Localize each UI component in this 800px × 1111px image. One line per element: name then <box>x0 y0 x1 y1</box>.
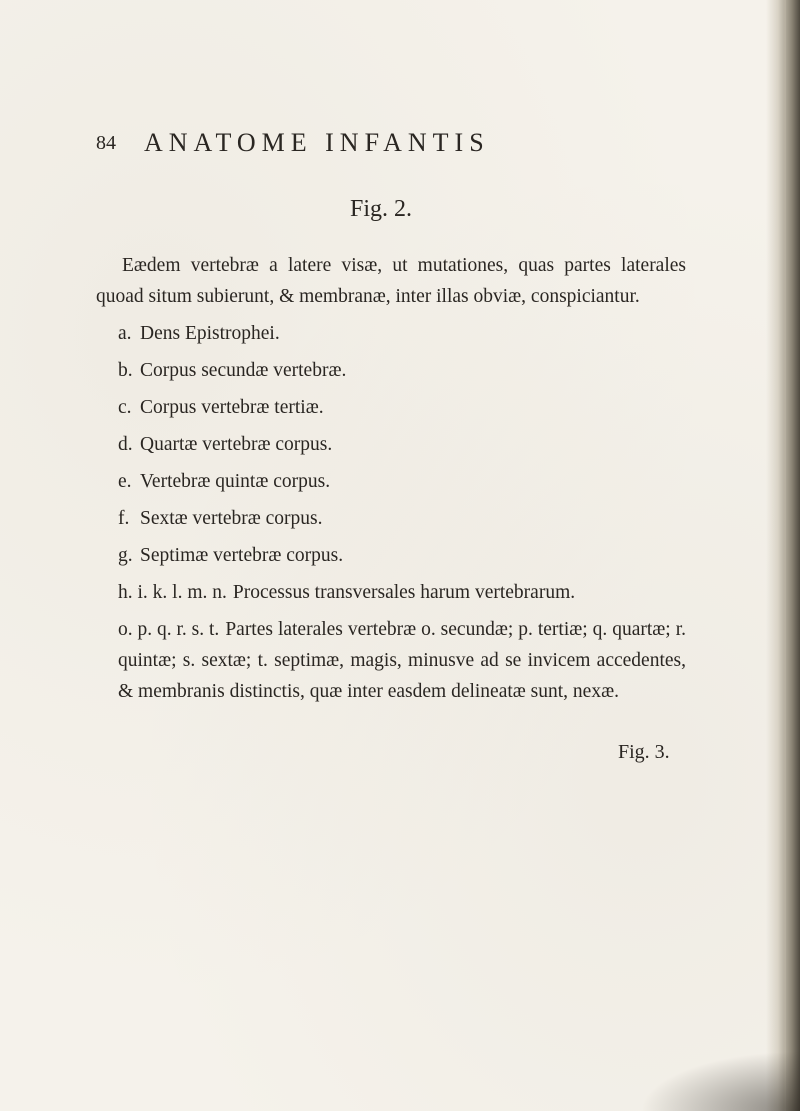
page-edge-shadow <box>766 0 800 1111</box>
legend-label: g. <box>118 545 133 566</box>
legend-item-f <box>118 503 686 534</box>
legend-label: d. <box>118 434 133 455</box>
legend-item-o-t <box>96 614 686 707</box>
corner-shadow <box>640 1051 800 1111</box>
legend-item-d <box>118 429 686 460</box>
legend-item-c <box>118 392 686 423</box>
legend-item-a <box>118 318 686 349</box>
legend-text: Corpus vertebræ tertiæ. <box>140 397 324 418</box>
legend-label: f. <box>118 508 130 529</box>
page-number: 84 <box>96 132 116 154</box>
page-header <box>96 128 656 162</box>
legend-text: Septimæ vertebræ corpus. <box>140 545 344 566</box>
legend-text: Dens Epistrophei. <box>140 323 280 344</box>
legend-text: Processus transversales harum vertebrarum. <box>232 582 576 603</box>
running-title: ANATOME INFANTIS <box>144 128 490 157</box>
legend-label: a. <box>118 323 132 344</box>
legend-text: Sextæ vertebræ corpus. <box>140 508 323 529</box>
legend-item-e <box>118 466 686 497</box>
legend-label: c. <box>118 397 132 418</box>
figure-description <box>96 250 686 707</box>
legend-label: b. <box>118 360 133 381</box>
intro-paragraph: Eædem vertebræ a latere visæ, ut mutationes, quas partes laterales quoad situm subierunt, & membranæ, inter illas obviæ, conspiciantur. <box>96 255 686 307</box>
legend-label: o. p. q. r. s. t. <box>118 619 220 640</box>
legend-text: Corpus secundæ vertebræ. <box>140 360 347 381</box>
legend-label: e. <box>118 471 132 492</box>
next-figure-catchword: Fig. 3. <box>618 741 670 763</box>
legend-item-g <box>118 540 686 571</box>
legend-text: Partes laterales vertebræ o. secundæ; p. tertiæ; q. quartæ; r. quintæ; s. sextæ; t. septimæ, magis, minusve ad se invicem accedentes, & membranis distinctis, quæ inter easdem delineatæ sunt, nexæ. <box>118 619 686 702</box>
legend-text: Quartæ vertebræ corpus. <box>140 434 333 455</box>
legend-item-h-n <box>96 577 686 608</box>
figure-heading <box>0 196 800 223</box>
figure-label: Fig. 2. <box>349 196 412 222</box>
page-edge-line <box>784 0 786 1111</box>
legend-item-b <box>118 355 686 386</box>
legend-text: Vertebræ quintæ corpus. <box>140 471 331 492</box>
legend-label: h. i. k. l. m. n. <box>118 582 227 603</box>
